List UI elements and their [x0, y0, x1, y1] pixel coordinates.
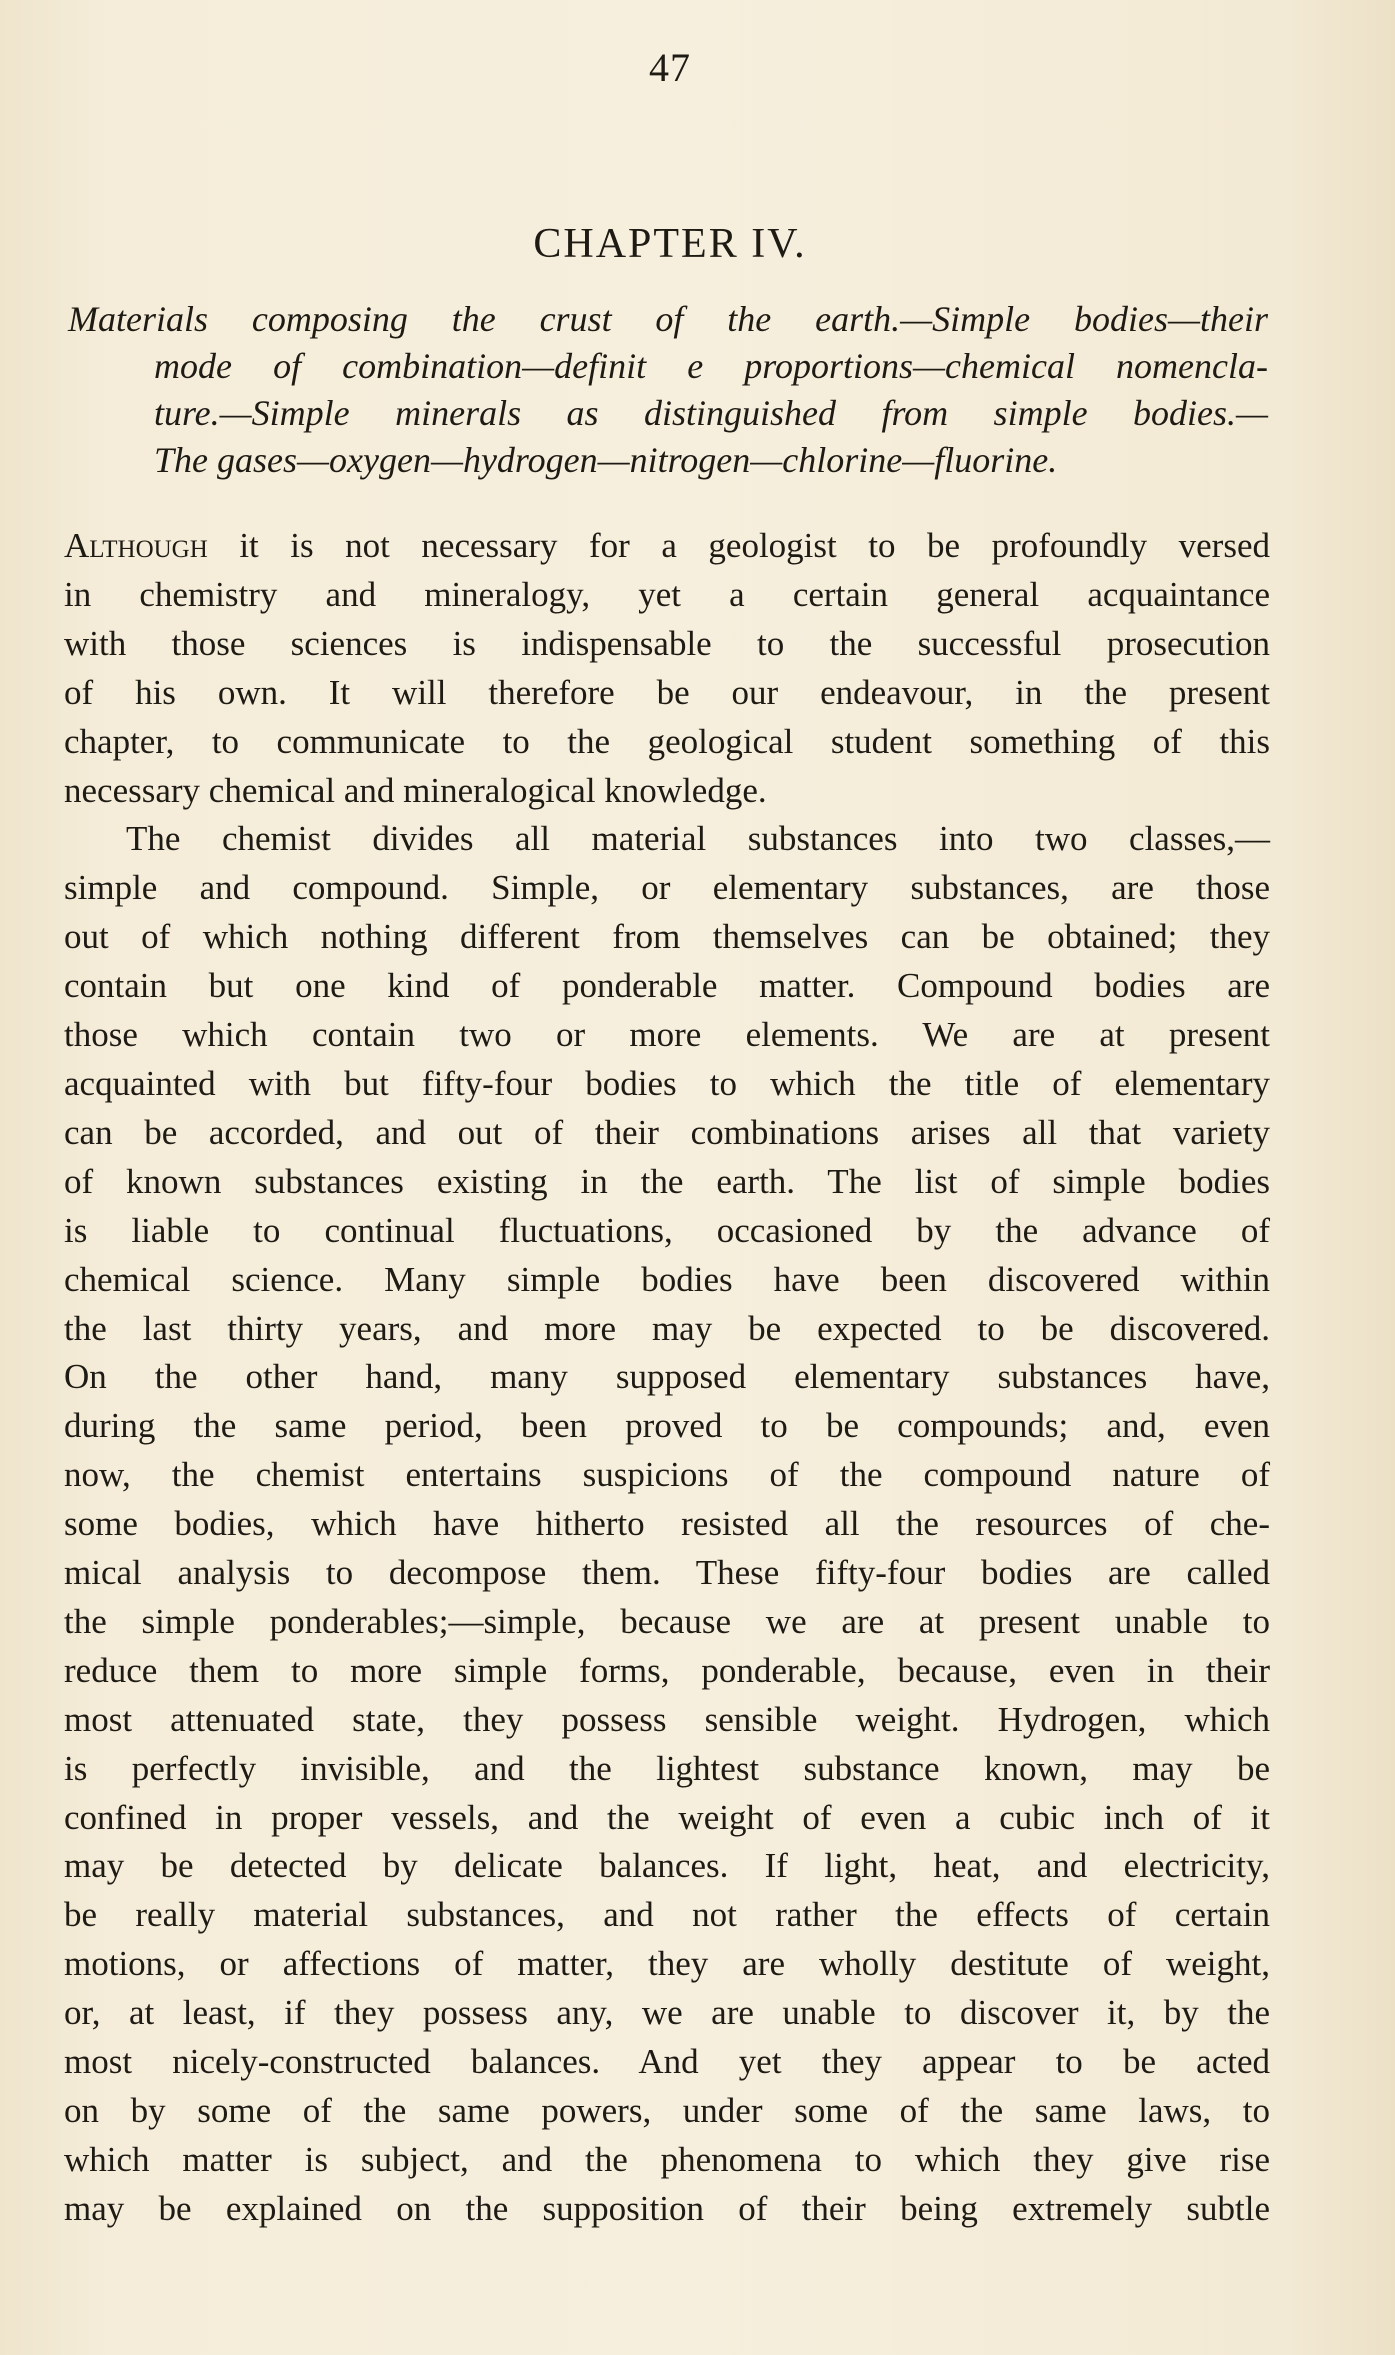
page-number: 47	[649, 45, 691, 90]
text-line: those which contain two or more elements. We are at present	[64, 1015, 1270, 1055]
text-line: acquainted with but fifty-four bodies to which the title of elementary	[64, 1063, 1270, 1103]
text-line: is liable to continual fluctuations, occasioned by the advance of	[64, 1210, 1270, 1250]
text-line: on by some of the same powers, under some of the same laws, to	[64, 2091, 1270, 2130]
summary-line: ture.—Simple minerals as distinguished from simple bodies.—	[154, 393, 1268, 433]
text-line: confined in proper vessels, and the weight of even a cubic inch of it	[64, 1797, 1270, 1837]
text-line: On the other hand, many supposed elementary substances have,	[64, 1357, 1270, 1397]
text-line: some bodies, which have hitherto resisted all the resources of che-	[64, 1504, 1270, 1544]
text-line: is perfectly invisible, and the lightest substance known, may be	[64, 1748, 1270, 1788]
text-line: chapter, to communicate to the geological student something of this	[64, 721, 1270, 761]
lead-word: Although	[64, 526, 208, 565]
text-line: reduce them to more simple forms, ponderable, because, even in their	[64, 1650, 1270, 1690]
text-line: necessary chemical and mineralogical knowledge.	[64, 770, 767, 810]
chapter-summary	[68, 296, 1268, 484]
text-line: with those sciences is indispensable to the successful prosecution	[64, 623, 1270, 663]
text-line: most nicely-constructed balances. And yet they appear to be acted	[64, 2042, 1270, 2082]
text-fragment: it is not necessary for a geologist to be profoundly versed	[207, 526, 1270, 565]
text-line: be really material substances, and not rather the effects of certain	[64, 1895, 1270, 1935]
text-line: of his own. It will therefore be our endeavour, in the present	[64, 672, 1270, 712]
text-line: of known substances existing in the earth. The list of simple bodies	[64, 1161, 1270, 1201]
text-line: mical analysis to decompose them. These fifty-four bodies are called	[64, 1553, 1270, 1593]
text-line: now, the chemist entertains suspicions of the compound nature of	[64, 1455, 1270, 1495]
text-line: may be detected by delicate balances. If light, heat, and electricity,	[64, 1846, 1270, 1886]
summary-line: mode of combination—definit e proportions—chemical nomencla-	[154, 346, 1268, 386]
text-line	[64, 522, 1270, 571]
text-line: can be accorded, and out of their combinations arises all that variety	[64, 1112, 1270, 1152]
text-line: simple and compound. Simple, or elementary substances, are those	[64, 868, 1270, 908]
text-line: most attenuated state, they possess sensible weight. Hydrogen, which	[64, 1699, 1270, 1739]
text-line: or, at least, if they possess any, we are unable to discover it, by the	[64, 1993, 1270, 2033]
text-line: chemical science. Many simple bodies have been discovered within	[64, 1259, 1270, 1299]
text-line: the simple ponderables;—simple, because we are at present unable to	[64, 1601, 1270, 1641]
text-line: may be explained on the supposition of their being extremely subtle	[64, 2188, 1270, 2228]
text-line: contain but one kind of ponderable matter. Compound bodies are	[64, 966, 1270, 1006]
text-line: in chemistry and mineralogy, yet a certain general acquaintance	[64, 574, 1270, 614]
body-text	[64, 522, 1270, 2234]
text-line: the last thirty years, and more may be expected to be discovered.	[64, 1308, 1270, 1348]
text-line: during the same period, been proved to be compounds; and, even	[64, 1406, 1270, 1446]
text-line: The chemist divides all material substances into two classes,—	[126, 819, 1270, 859]
summary-line: Materials composing the crust of the earth.—Simple bodies—their	[68, 299, 1268, 339]
text-line: out of which nothing different from themselves can be obtained; they	[64, 917, 1270, 957]
text-line: motions, or affections of matter, they are wholly destitute of weight,	[64, 1944, 1270, 1984]
summary-line: The gases—oxygen—hydrogen—nitrogen—chlorine—fluorine.	[154, 440, 1058, 480]
chapter-title: CHAPTER IV.	[533, 221, 807, 267]
text-line: which matter is subject, and the phenomena to which they give rise	[64, 2139, 1270, 2179]
